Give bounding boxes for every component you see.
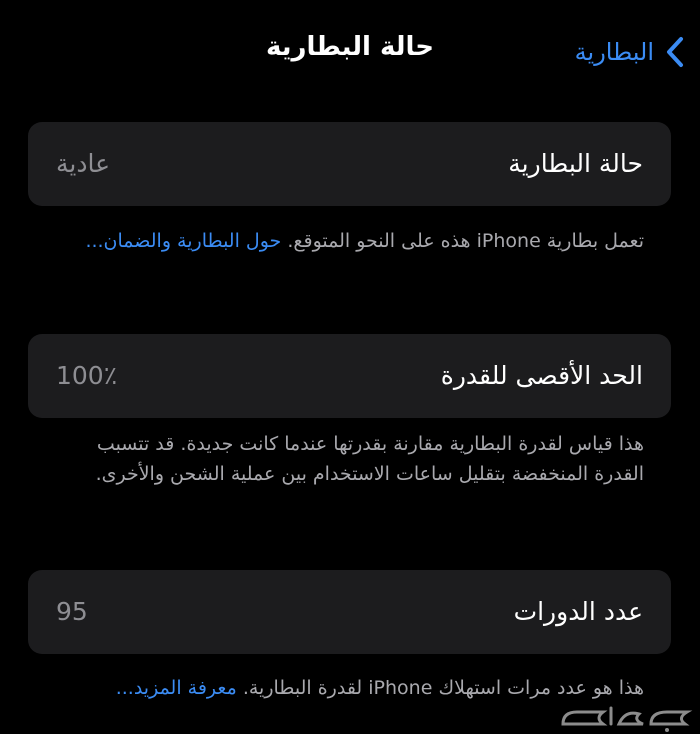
battery-health-footnote [50,226,644,256]
maximum-capacity-value: 100٪ [56,361,118,390]
cycle-count-label: عدد الدورات [513,597,643,626]
haraj-watermark-logo [555,700,695,734]
maximum-capacity-footnote-text: هذا قياس لقدرة البطارية مقارنة بقدرتها عندما كانت جديدة. قد تتسبب القدرة المنخفضة بتقليل ساعات الاستخدام بين عملية الشحن والأخرى. [95,433,644,485]
battery-warranty-link[interactable]: حول البطارية والضمان... [85,230,282,252]
cycle-count-row [28,570,671,654]
maximum-capacity-footnote [50,429,644,489]
chevron-left-icon [664,35,686,69]
battery-health-value: عادية [56,149,111,178]
cycle-count-footnote-text: هذا هو عدد مرات استهلاك iPhone لقدرة البطارية. [242,677,644,699]
back-button-label: البطارية [574,38,654,66]
cycle-count-footnote [50,673,644,703]
back-button[interactable] [575,30,686,74]
battery-health-row [28,122,671,206]
battery-health-footnote-text: تعمل بطارية iPhone هذه على النحو المتوقع. [287,230,644,252]
page-title: حالة البطارية [266,32,434,62]
battery-health-label: حالة البطارية [508,149,643,178]
maximum-capacity-label: الحد الأقصى للقدرة [440,361,643,390]
navigation-bar [0,0,700,100]
learn-more-link[interactable]: معرفة المزيد... [115,677,237,699]
maximum-capacity-row [28,334,671,418]
cycle-count-value: 95 [56,597,88,626]
